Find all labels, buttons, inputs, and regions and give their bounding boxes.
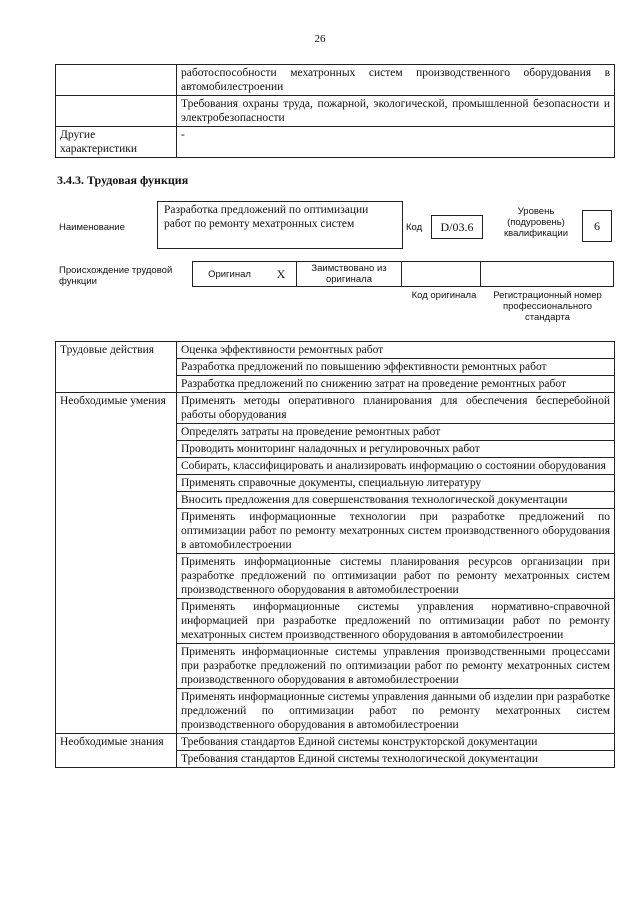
knowledge-item: Требования стандартов Единой системы технологической документации	[177, 751, 615, 768]
skill-item: Применять справочные документы, специальную литературу	[177, 475, 615, 492]
skill-item: Применять информационные системы управления производственными процессами при разработке предложений по оптимизации работ по ремонту мехатронных систем производственного оборудования в автомобилестроении	[177, 644, 615, 689]
row-label: Другие характеристики	[56, 127, 177, 158]
table-row	[56, 342, 615, 359]
code-original-label: Код оригинала	[411, 290, 477, 301]
row-text: -	[177, 127, 615, 158]
original-label: Оригинал	[193, 262, 267, 287]
labor-action-item: Оценка эффективности ремонтных работ	[177, 342, 615, 359]
level-value: 6	[594, 219, 600, 233]
skill-item: Применять информационные системы планирования ресурсов организации при разработке предложений по оптимизации работ по ремонту мехатронных систем производственного оборудования в автомобилестроении	[177, 554, 615, 599]
row-label	[56, 65, 177, 96]
labor-action-item: Разработка предложений по снижению затрат на проведение ремонтных работ	[177, 376, 615, 393]
original-mark: X	[266, 262, 297, 287]
function-code-box	[431, 215, 483, 239]
table-row	[193, 262, 614, 287]
skill-item: Вносить предложения для совершенствования технологической документации	[177, 492, 615, 509]
code-original-cell	[402, 262, 481, 287]
knowledge-item: Требования стандартов Единой системы конструкторской документации	[177, 734, 615, 751]
section-title: 3.4.3. Трудовая функция	[57, 173, 189, 187]
table-row	[56, 393, 615, 424]
skill-item: Применять информационные технологии при разработке предложений по оптимизации работ по ремонту мехатронных систем производственного оборудования в автомобилестроении	[177, 509, 615, 554]
row-label	[56, 96, 177, 127]
table-row	[56, 127, 615, 158]
labor-actions-label: Трудовые действия	[56, 342, 177, 393]
page-number: 26	[314, 33, 326, 45]
skill-item: Определять затраты на проведение ремонтных работ	[177, 424, 615, 441]
skill-item: Применять информационные системы управления данными об изделии при разработке предложений по оптимизации работ по ремонту мехатронных систем производственного оборудования в автомобилестроении	[177, 689, 615, 734]
reg-number-label: Регистрационный номер профессионального стандарта	[493, 290, 602, 323]
skill-item: Проводить мониторинг наладочных и регулировочных работ	[177, 441, 615, 458]
function-details-table	[55, 341, 615, 768]
borrowed-label: Заимствовано из оригинала	[297, 262, 402, 287]
row-text: Требования охраны труда, пожарной, экологической, промышленной безопасности и электробезопасности	[177, 96, 615, 127]
origin-label: Происхождение трудовой функции	[59, 265, 173, 287]
table-row	[56, 96, 615, 127]
function-name-box	[157, 201, 403, 249]
origin-table	[192, 261, 614, 287]
skill-item: Применять информационные системы управления нормативно-справочной информацией при разработке предложений по оптимизации работ по ремонту мехатронных систем производственного оборудования в автомобилестроении	[177, 599, 615, 644]
reg-number-cell	[481, 262, 614, 287]
code-label: Код	[406, 222, 423, 233]
knowledge-label: Необходимые знания	[56, 734, 177, 768]
level-label: Уровень (подуровень) квалификации	[503, 206, 569, 239]
function-name-value: Разработка предложений по оптимизации работ по ремонту мехатронных систем	[164, 204, 369, 230]
level-box	[582, 210, 612, 242]
skill-item: Применять методы оперативного планирования для обеспечения бесперебойной работы оборудования	[177, 393, 615, 424]
labor-action-item: Разработка предложений по повышению эффективности ремонтных работ	[177, 359, 615, 376]
function-code-value: D/03.6	[440, 220, 474, 234]
continuation-table	[55, 64, 615, 158]
table-row	[56, 734, 615, 751]
row-text: работоспособности мехатронных систем производственного оборудования в автомобилестроении	[177, 65, 615, 96]
table-row	[56, 65, 615, 96]
skills-label: Необходимые умения	[56, 393, 177, 734]
name-label: Наименование	[59, 222, 125, 233]
skill-item: Собирать, классифицировать и анализировать информацию о состоянии оборудования	[177, 458, 615, 475]
